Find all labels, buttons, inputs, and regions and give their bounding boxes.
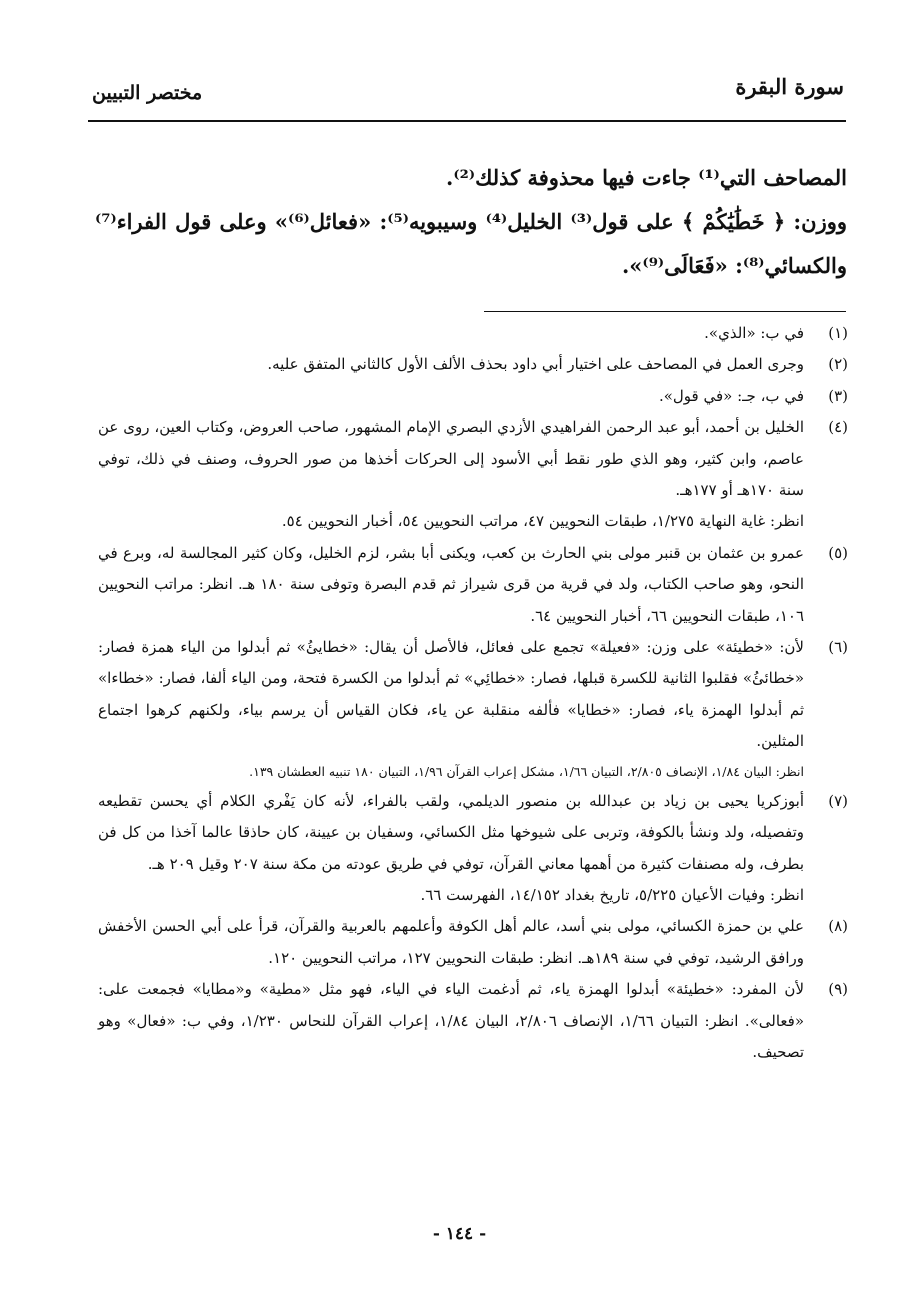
running-header [92,66,844,110]
footnotes [98,318,848,1068]
main-text [95,156,847,288]
footnote-text: في ب: «الذي». [704,324,804,342]
footnote-6 [98,632,848,786]
footnote-text: علي بن حمزة الكسائي، مولى بني أسد، عالم أهل الكوفة وأعلمهم بالعربية والقرآن، قرأ على أبي الحسن الأخفش ورافق الرشيد، توفي في سنة ١٨٩هـ. انظر: طبقات النحويين ١٢٧، مراتب النحويين ١٢٠. [98,917,804,967]
footnote-1 [98,318,848,349]
footnote-number: (٣) [828,386,848,405]
main-paragraph-1: المصاحف التي⁽¹⁾ جاءت فيها محذوفة كذلك⁽²⁾. [446,165,847,190]
footnote-9 [98,974,848,1068]
footnote-text: أبوزكريا يحيى بن زياد بن عبدالله بن منصور الديلمي، ولقب بالفراء، لأنه كان يَفْري الكلام أي يحسن تقطيعه وتفصيله، ولد ونشأ بالكوفة، وتربى على شيوخها مثل الكسائي، وسفيان بن عيينة، كان حاذقا عالما آخذا من كل فن بطرف، وله مصنفات كثيرة من أهمها معاني القرآن، توفي في طريق عودته من مكة سنة ٢٠٧ وقيل ٢٠٩ هـ. [98,791,804,873]
footnote-source: انظر: غاية النهاية ١/٢٧٥، طبقات النحويين ٤٧، مراتب النحويين ٥٤، أخبار النحويين ٥٤. [281,512,804,531]
footnote-text: الخليل بن أحمد، أبو عبد الرحمن الفراهيدي الأزدي البصري الإمام المشهور، صاحب العروض، وكتاب العين، روى عن عاصم، وابن كثير، وهو الذي طور نقط أبي الأسود إلى الحركات أخذها من صور الحروف، وصنف في ذلك، توفي سنة ١٧٠هـ أو ١٧٧هـ. [98,418,804,500]
footnote-number: (٩) [828,980,848,999]
footnote-number: (٥) [828,543,848,562]
main-paragraph-2: ووزن: ﴿ خَطَٰيَٰكُمْ ﴾ على قول⁽³⁾ الخليل⁽⁴⁾ وسيبويه⁽⁵⁾: «فعائل⁽⁶⁾» وعلى قول الفراء⁽⁷⁾ والكسائي⁽⁸⁾: «فَعَالَى⁽⁹⁾». [95,209,848,278]
footnote-number: (٦) [828,638,848,657]
book-title: مختصر التبيين [92,82,203,104]
page-number: - ١٤٤ - [432,1224,487,1244]
footnote-3 [98,381,848,412]
footnote-number: (٨) [828,917,848,936]
footnote-source: انظر: البيان ١/٨٤، الإنصاف ٢/٨٠٥، التبيان ١/٦٦، مشكل إعراب القرآن ١/٩٦، التبيان ١٨٠ تنبيه العطشان ١٣٩. [249,763,804,779]
footnote-8 [98,911,848,974]
footnote-4 [98,412,848,538]
footnote-divider [484,311,846,312]
footnote-text: وجرى العمل في المصاحف على اختيار أبي داود بحذف الألف الأول كالثاني المتفق عليه. [267,355,804,374]
footnote-number: (٧) [828,791,848,810]
footnote-text: في ب، جـ: «في قول». [658,386,804,405]
footnote-number: (١) [828,324,848,342]
header-divider [88,120,846,122]
surah-title: سورة البقرة [735,74,844,99]
footnote-source: انظر: وفيات الأعيان ٥/٢٢٥، تاريخ بغداد ١٤/١٥٢، الفهرست ٦٦. [420,885,804,904]
footnote-number: (٤) [828,418,848,437]
footnote-5 [98,538,848,632]
footnote-text: لأن: «خطيئة» على وزن: «فعيلة» تجمع على فعائل، فالأصل أن يقال: «خطايئُ» ثم أبدلوا من الياء همزة فصار: «خطائئُ» فقلبوا الثانية للكسرة قبلها، فصار: «خطائِي» ثم أبدلوا من الكسرة فتحة، ومن الياء ألفا، فصار: «خطاءا» ثم أبدلوا الهمزة ياء، فصار: «خطايا» فألفه منقلبة عن ياء، فكان القياس أن يرسم بياء، ولكنهم كرهوا اجتماع المثلين. [98,638,804,751]
footnote-text: عمرو بن عثمان بن قنبر مولى بني الحارث بن كعب، ويكنى أبا بشر، لزم الخليل، وكان كثير المجالسة له، وبرع في النحو، وهو صاحب الكتاب، ولد في قرية من قرى شيراز ثم قدم البصرة وتوفى سنة ١٨٠ هـ. انظر: مراتب النحويين ١٠٦، طبقات النحويين ٦٦، أخبار النحويين ٦٤. [98,543,804,625]
footnote-number: (٢) [828,355,848,374]
footnote-7 [98,786,848,912]
footnote-2 [98,349,848,380]
footnote-text: لأن المفرد: «خطيئة» أبدلوا الهمزة ياء، ثم أدغمت الياء في الياء، فهو مثل «مطية» و«مطايا» فجمعت على: «فعالى». انظر: التبيان ١/٦٦، الإنصاف ٢/٨٠٦، البيان ١/٨٤، إعراب القرآن للنحاس ١/٢٣٠، وفي ب: «فعال» وهو تصحيف. [98,980,804,1061]
